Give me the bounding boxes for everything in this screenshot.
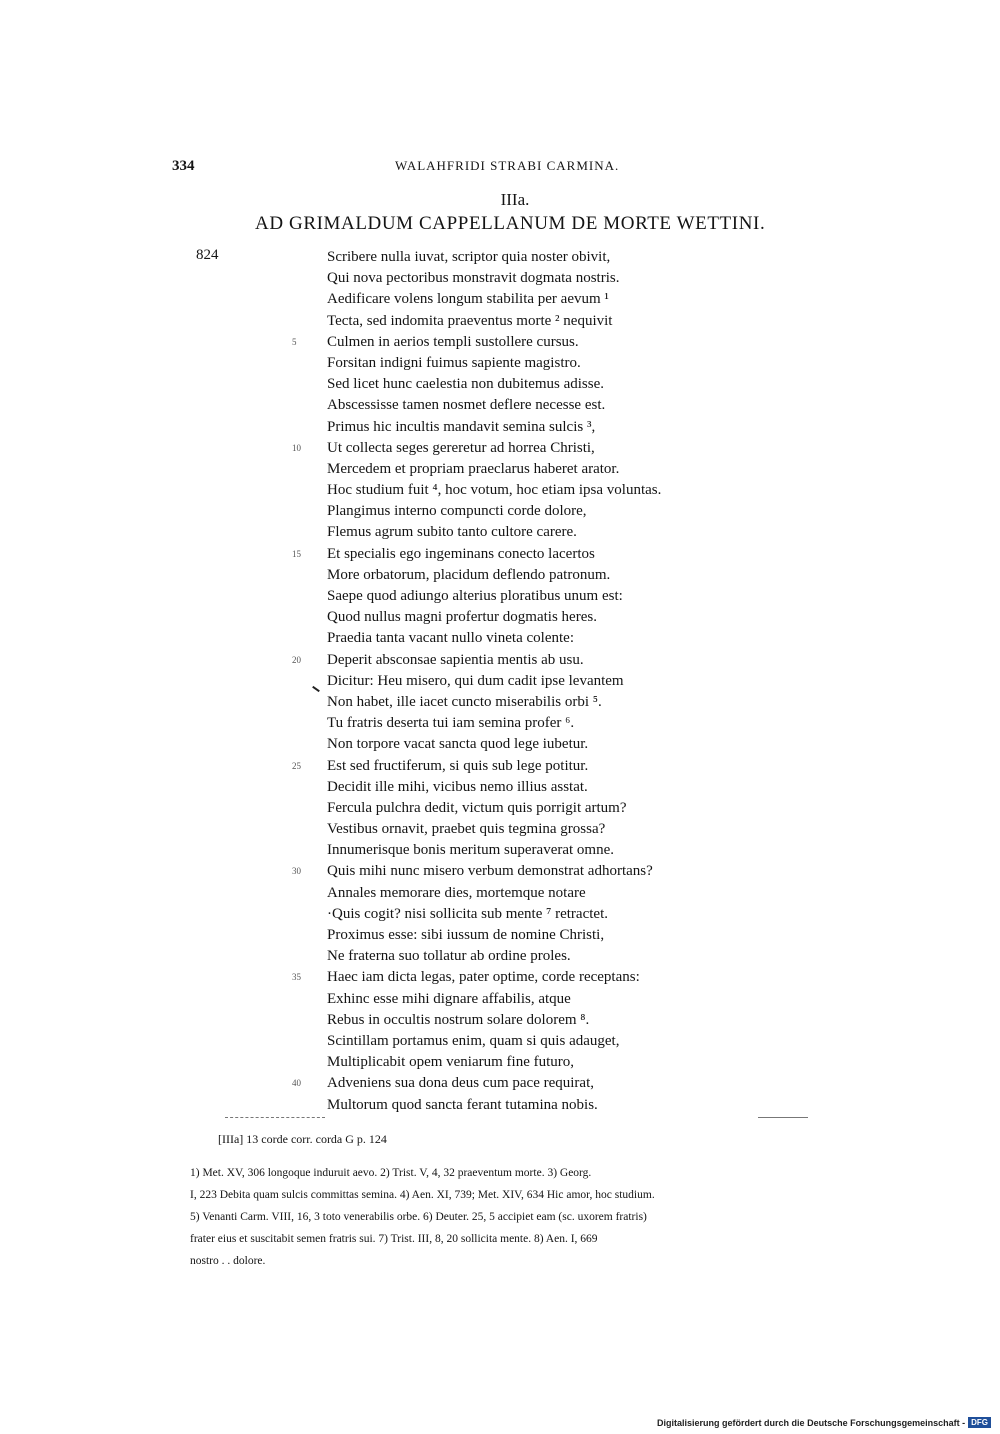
- verse-line: [270, 417, 830, 438]
- section-number: IIIa.: [500, 190, 530, 209]
- verse-text: Dicitur: Heu misero, qui dum cadit ipse levantem: [327, 672, 624, 689]
- verse-line: [270, 840, 830, 861]
- verse-line: [270, 819, 830, 840]
- verse-text: Ne fraterna suo tollatur ab ordine proles.: [327, 948, 571, 965]
- verse-text: Non torpore vacat sancta quod lege iubetur.: [327, 736, 589, 753]
- line-number: 10: [292, 442, 301, 453]
- verse-line: [270, 522, 830, 543]
- verse-text: Hoc studium fuit ⁴, hoc votum, hoc etiam ipsa voluntas.: [327, 482, 662, 499]
- dfg-logo: DFG: [968, 1417, 991, 1428]
- banner-text: Digitalisierung gefördert durch die Deutsche Forschungsgemeinschaft -: [657, 1417, 966, 1428]
- verse-text: Culmen in aerios templi sustollere cursus.: [327, 333, 579, 350]
- verse-line: [270, 628, 830, 649]
- verse-line: [270, 861, 830, 882]
- verse-line: [270, 1052, 830, 1073]
- line-number: 15: [292, 548, 301, 559]
- verse-text: Non habet, ille iacet cuncto miserabilis orbi ⁵.: [327, 693, 602, 710]
- verse-text: Multorum quod sancta ferant tutamina nobis.: [327, 1096, 598, 1113]
- line-number: 35: [292, 972, 301, 983]
- verse-text: Sed licet hunc caelestia non dubitemus adisse.: [327, 376, 605, 393]
- verse-text: Quis mihi nunc misero verbum demonstrat adhortans?: [327, 863, 653, 880]
- footnote-line: 5) Venanti Carm. VIII, 16, 3 toto venerabilis orbe. 6) Deuter. 25, 5 accipiet eam (sc. uxorem fratris): [190, 1211, 647, 1223]
- verse-text: Quod nullus magni profertur dogmatis heres.: [327, 609, 597, 626]
- verse-line: [270, 1031, 830, 1052]
- verse-line: [270, 883, 830, 904]
- verse-text: Deperit absconsae sapientia mentis ab usu.: [327, 651, 584, 668]
- line-number: 5: [292, 336, 297, 347]
- footnotes: [190, 1162, 860, 1272]
- verse-text: Primus hic incultis mandavit semina sulcis ³,: [327, 418, 596, 435]
- verse-line: [270, 713, 830, 734]
- verse-line: [270, 692, 830, 713]
- verse-text: Fercula pulchra dedit, victum quis porrigit artum?: [327, 799, 627, 816]
- verse-text: Scribere nulla iuvat, scriptor quia noster obivit,: [327, 249, 611, 265]
- line-number: 20: [292, 654, 301, 665]
- page-number: 334: [172, 158, 195, 174]
- verse-text: Abscessisse tamen nosmet deflere necesse est.: [327, 397, 606, 414]
- verse-text: ·Quis cogit? nisi sollicita sub mente ⁷ retractet.: [327, 905, 608, 922]
- verse-line: [270, 1095, 830, 1116]
- verse-line: [270, 480, 830, 501]
- verse-line: [270, 268, 830, 289]
- footnote-line: I, 223 Debita quam sulcis committas semina. 4) Aen. XI, 739; Met. XIV, 634 Hic amor, hoc studium.: [190, 1189, 655, 1201]
- footnote-rule-right: [758, 1117, 808, 1118]
- verse-text: Proximus esse: sibi iussum de nomine Christi,: [327, 927, 605, 943]
- footnote-line: 1) Met. XV, 306 longoque induruit aevo. 2) Trist. V, 4, 32 praeventum morte. 3) Georg.: [190, 1167, 592, 1179]
- verse-text: Innumerisque bonis meritum superaverat omne.: [327, 842, 615, 859]
- verse-line: [270, 1010, 830, 1031]
- verse-text: Et specialis ego ingeminans conecto lacertos: [327, 545, 595, 562]
- verse-text: Adveniens sua dona deus cum pace requirat,: [327, 1075, 594, 1092]
- line-number: 40: [292, 1078, 301, 1089]
- verse-text: Annales memorare dies, mortemque notare: [327, 884, 586, 901]
- verse-text: Tecta, sed indomita praeventus morte ² nequivit: [327, 312, 613, 329]
- verse-line: [270, 777, 830, 798]
- line-number: 25: [292, 760, 301, 771]
- verse-line: [270, 311, 830, 332]
- verse-text: Vestibus ornavit, praebet quis tegmina grossa?: [327, 821, 606, 838]
- verse-line: [270, 353, 830, 374]
- poem-title: AD GRIMALDUM CAPPELLANUM DE MORTE WETTINI.: [255, 213, 766, 234]
- verse-text: Exhinc esse mihi dignare affabilis, atque: [327, 990, 571, 1007]
- verse-text: More orbatorum, placidum deflendo patronum.: [327, 566, 611, 583]
- verse-line: [270, 1073, 830, 1094]
- verse-line: [270, 289, 830, 310]
- verse-line: [270, 544, 830, 565]
- footnote-rule-left: [225, 1117, 325, 1118]
- verse-text: Forsitan indigni fuimus sapiente magistro.: [327, 354, 581, 371]
- verse-line: [270, 946, 830, 967]
- verse-line: [270, 332, 830, 353]
- verse-line: [270, 756, 830, 777]
- verse-text: Rebus in occultis nostrum solare dolorem ⁸.: [327, 1011, 590, 1028]
- verse-text: Haec iam dicta legas, pater optime, corde receptans:: [327, 969, 640, 986]
- footnote-line: frater eius et suscitabit semen fratris sui. 7) Trist. III, 8, 20 sollicita mente. 8) Aen. I, 669: [190, 1233, 598, 1245]
- verse-line: [270, 734, 830, 755]
- verse-line: [270, 459, 830, 480]
- line-number: 30: [292, 866, 301, 877]
- verse-line: [270, 374, 830, 395]
- digitization-banner: [657, 1417, 991, 1428]
- verse-text: Multiplicabit opem veniarum fine futuro,: [327, 1054, 575, 1071]
- verse-line: [270, 798, 830, 819]
- running-head: WALAHFRIDI STRABI CARMINA.: [395, 158, 620, 173]
- verse-line: [270, 671, 830, 692]
- verse-text: Mercedem et propriam praeclarus haberet arator.: [327, 460, 620, 477]
- verse-line: [270, 565, 830, 586]
- verse-line: [270, 989, 830, 1010]
- verse-text: Decidit ille mihi, vicibus nemo illius asstat.: [327, 778, 588, 795]
- verse-line: [270, 501, 830, 522]
- verse-text: Plangimus interno compuncti corde dolore,: [327, 503, 587, 520]
- verse-line: [270, 904, 830, 925]
- verse-text: Flemus agrum subito tanto cultore carere.: [327, 524, 577, 541]
- verse-line: [270, 395, 830, 416]
- verse-text: Tu fratris deserta tui iam semina profer ⁶.: [327, 715, 575, 732]
- verse-line: [270, 586, 830, 607]
- apparatus-criticus: [IIIa] 13 corde corr. corda G p. 124: [218, 1132, 387, 1146]
- verse-text: Ut collecta seges gereretur ad horrea Christi,: [327, 439, 595, 456]
- verse-line: [270, 650, 830, 671]
- verse-text: Praedia tanta vacant nullo vineta colente:: [327, 630, 574, 647]
- verse-text: Scintillam portamus enim, quam si quis adauget,: [327, 1032, 620, 1049]
- verse-text: Saepe quod adiungo alterius ploratibus unum est:: [327, 588, 623, 604]
- footnote-line: nostro . . dolore.: [190, 1255, 266, 1267]
- verse-line: [270, 438, 830, 459]
- poem-body: [270, 247, 830, 1116]
- verse-text: Aedificare volens longum stabilita per aevum ¹: [327, 291, 609, 308]
- margin-year: 824: [196, 247, 219, 263]
- verse-line: [270, 925, 830, 946]
- verse-text: Est sed fructiferum, si quis sub lege potitur.: [327, 757, 589, 774]
- verse-line: [270, 607, 830, 628]
- verse-text: Qui nova pectoribus monstravit dogmata nostris.: [327, 270, 620, 287]
- verse-line: [270, 967, 830, 988]
- verse-line: [270, 247, 830, 268]
